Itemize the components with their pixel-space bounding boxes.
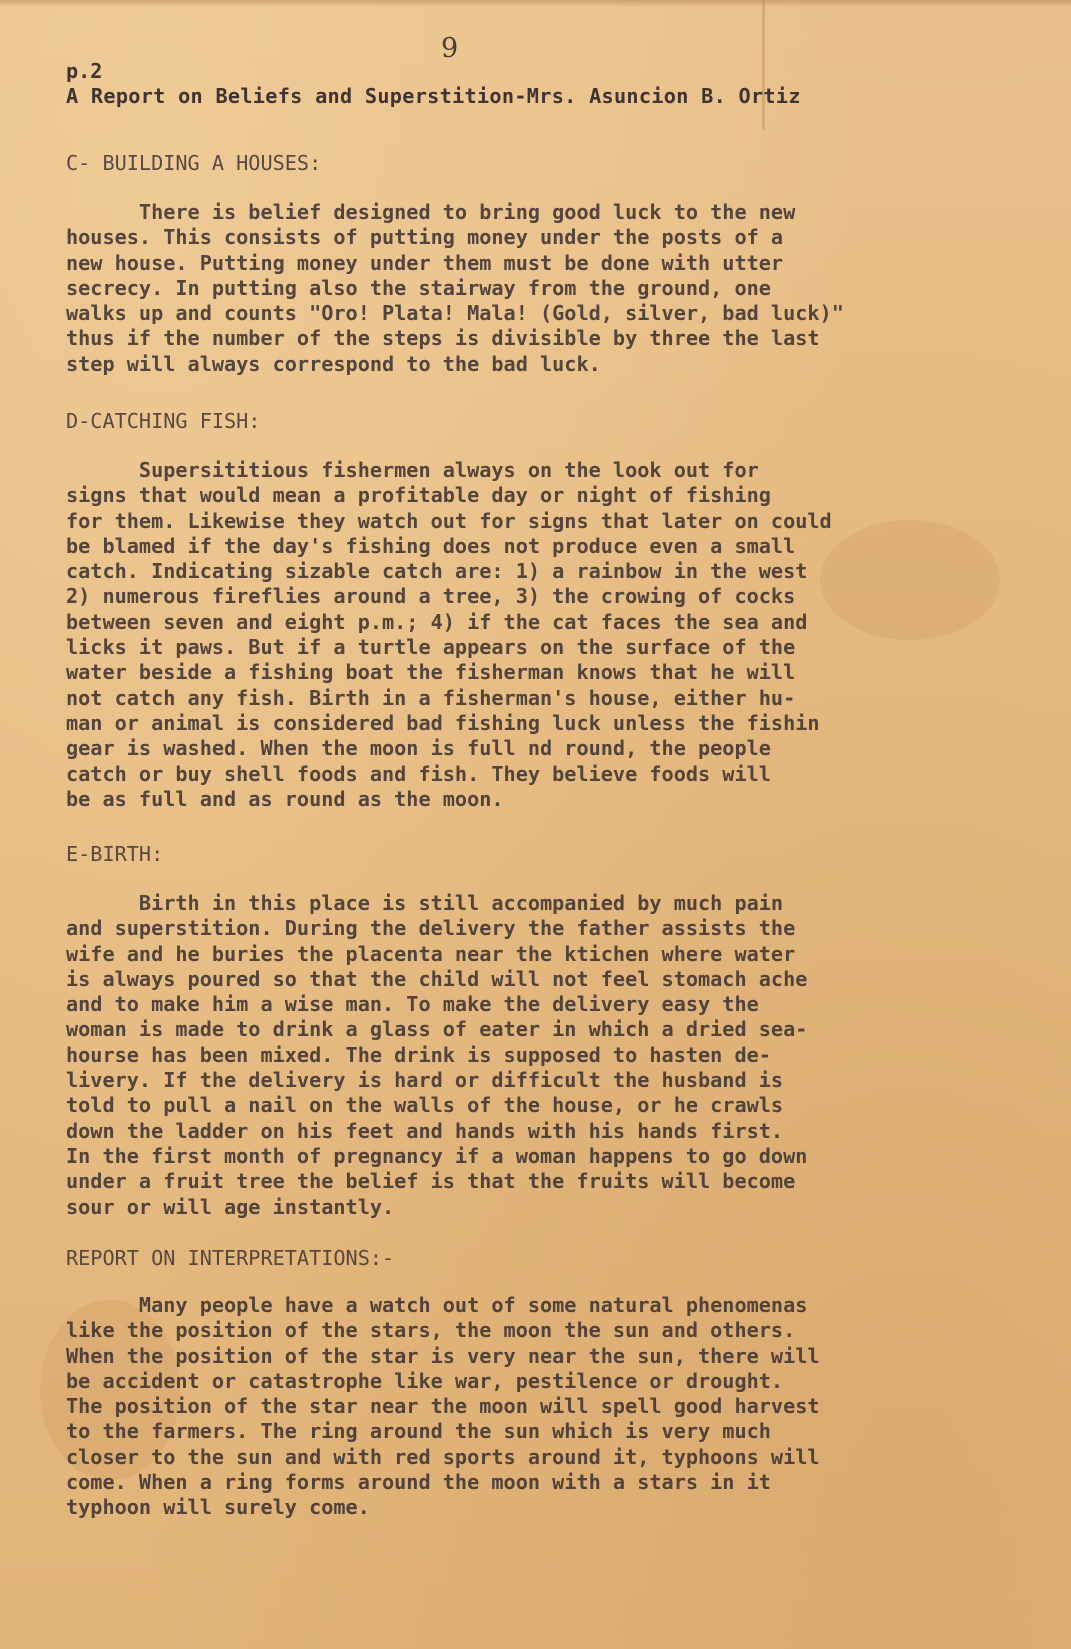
text-line: and superstition. During the delivery the father assists the [66, 916, 796, 941]
text-line: livery. If the delivery is hard or difficult the husband is [66, 1068, 784, 1093]
paper-stain [820, 520, 1000, 640]
text-line: When the position of the star is very near the sun, there will [66, 1343, 820, 1368]
text-line: between seven and eight p.m.; 4) if the cat faces the sea and [66, 609, 808, 634]
text-line: walks up and counts "Oro! Plata! Mala! (Gold, silver, bad luck)" [66, 301, 844, 326]
text-line: There is belief designed to bring good luck to the new [66, 200, 796, 224]
text-line: gear is washed. When the moon is full nd round, the people [66, 736, 771, 761]
text-line: Many people have a watch out of some natural phenomenas [66, 1293, 808, 1317]
text-line: step will always correspond to the bad luck. [66, 351, 601, 376]
text-line: The position of the star near the moon will spell good harvest [66, 1394, 820, 1419]
text-line: be as full and as round as the moon. [66, 786, 504, 811]
text-line: like the position of the stars, the moon the sun and others. [66, 1318, 796, 1343]
paragraph-birth [66, 891, 807, 1220]
section-heading-birth: E-BIRTH: [66, 842, 164, 866]
text-line: to the farmers. The ring around the sun which is very much [66, 1419, 771, 1444]
text-line: under a fruit tree the belief is that the fruits will become [66, 1169, 796, 1194]
text-line: be accident or catastrophe like war, pestilence or drought. [66, 1368, 784, 1393]
text-line: 2) numerous fireflies around a tree, 3) the crowing of cocks [66, 584, 796, 609]
text-line: new house. Putting money under them must be done with utter [66, 250, 784, 275]
paragraph-fishing [66, 458, 832, 812]
paper-top-edge [0, 0, 1071, 7]
text-line: signs that would mean a profitable day or night of fishing [66, 483, 771, 508]
text-line: secrecy. In putting also the stairway from the ground, one [66, 275, 771, 300]
text-line: and to make him a wise man. To make the delivery easy the [66, 992, 759, 1017]
paragraph-building [66, 200, 844, 377]
section-heading-fishing: D-CATCHING FISH: [66, 409, 261, 433]
text-line: man or animal is considered bad fishing luck unless the fishin [66, 710, 820, 735]
text-line: catch. Indicating sizable catch are: 1) a rainbow in the west [66, 559, 808, 584]
text-line: Birth in this place is still accompanied by much pain [66, 891, 784, 915]
paragraph-interpretations [66, 1293, 820, 1521]
text-line: for them. Likewise they watch out for signs that later on could [66, 508, 832, 533]
text-line: typhoon will surely come. [66, 1495, 370, 1520]
section-heading-building: C- BUILDING A HOUSES: [66, 151, 322, 175]
text-line: In the first month of pregnancy if a woman happens to go down [66, 1143, 808, 1168]
report-title: A Report on Beliefs and Superstition-Mrs. Asuncion B. Ortiz [66, 84, 801, 108]
section-heading-interpretations: REPORT ON INTERPRETATIONS:- [66, 1246, 395, 1270]
text-line: thus if the number of the steps is divisible by three the last [66, 326, 820, 351]
text-line: sour or will age instantly. [66, 1194, 395, 1219]
text-line: told to pull a nail on the walls of the house, or he crawls [66, 1093, 784, 1118]
text-line: hourse has been mixed. The drink is supposed to hasten de- [66, 1042, 771, 1067]
text-line: water beside a fishing boat the fisherman knows that he will [66, 660, 796, 685]
paper-fold-line [762, 0, 765, 130]
text-line: Supersititious fishermen always on the look out for [66, 458, 759, 482]
text-line: come. When a ring forms around the moon with a stars in it [66, 1470, 771, 1495]
page-reference: p.2 [66, 59, 103, 83]
text-line: licks it paws. But if a turtle appears on the surface of the [66, 635, 796, 660]
text-line: be blamed if the day's fishing does not produce even a small [66, 533, 796, 558]
text-line: is always poured so that the child will not feel stomach ache [66, 966, 808, 991]
text-line: catch or buy shell foods and fish. They believe foods will [66, 761, 771, 786]
handwritten-page-number: 9 [441, 33, 459, 64]
text-line: houses. This consists of putting money under the posts of a [66, 225, 784, 250]
text-line: not catch any fish. Birth in a fisherman's house, either hu- [66, 685, 796, 710]
text-line: down the ladder on his feet and hands with his hands first. [66, 1118, 784, 1143]
text-line: closer to the sun and with red sports around it, typhoons will [66, 1444, 820, 1469]
text-line: woman is made to drink a glass of eater in which a dried sea- [66, 1017, 808, 1042]
text-line: wife and he buries the placenta near the ktichen where water [66, 941, 796, 966]
